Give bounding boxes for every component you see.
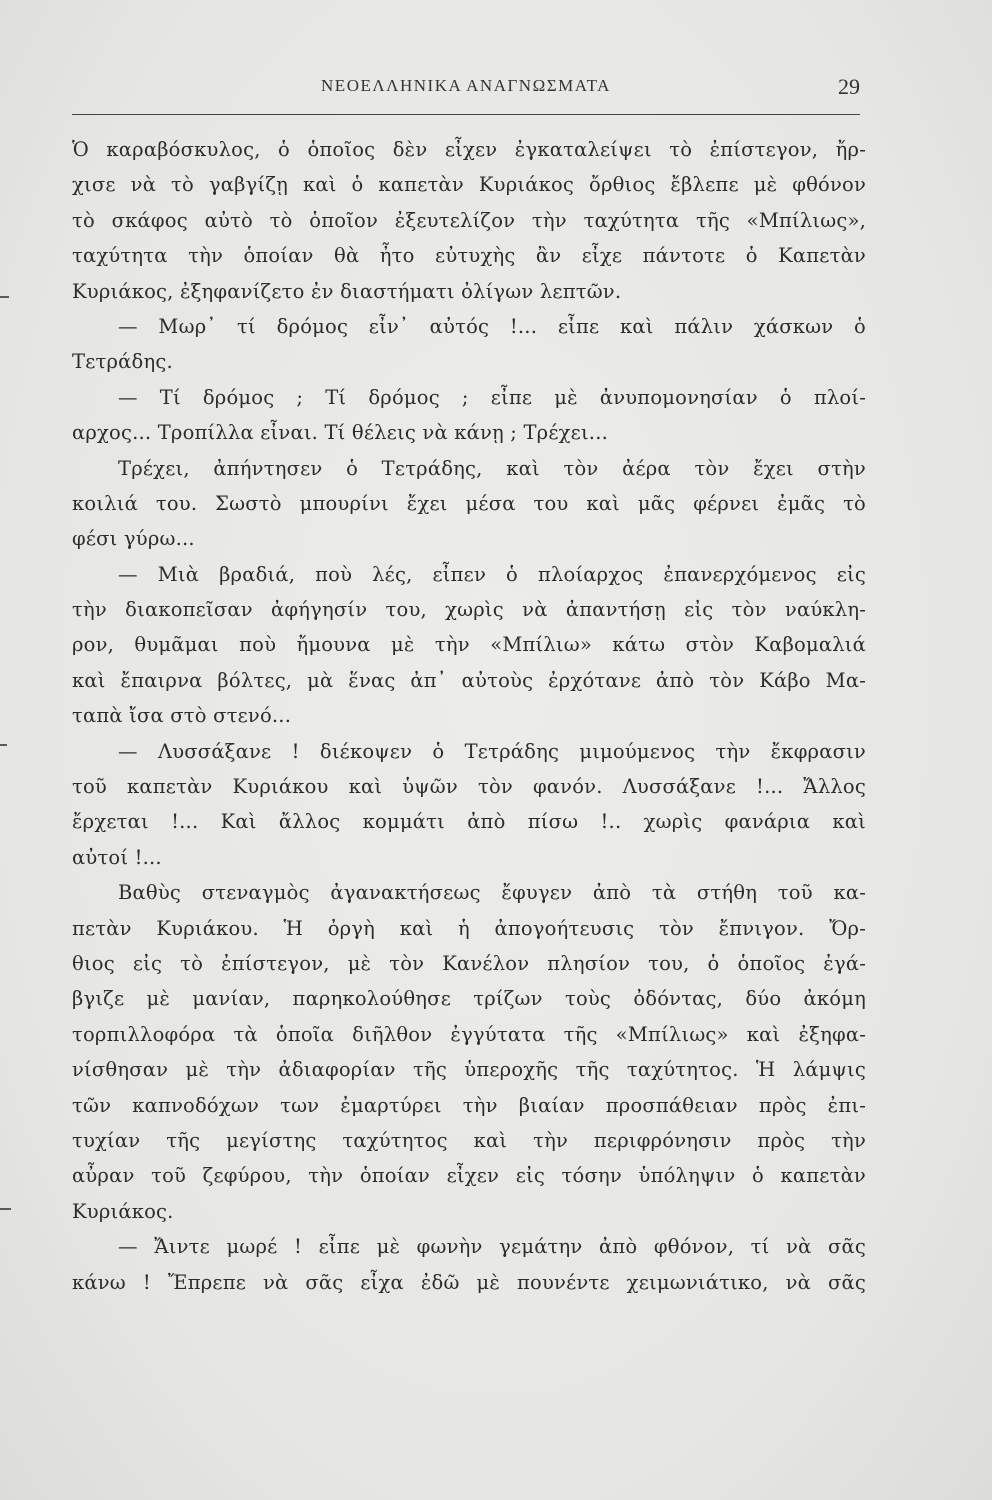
text-line: ταπὰ ἴσα στὸ στενό...	[72, 704, 292, 728]
text-line: φέσι γύρω...	[72, 527, 195, 551]
text-line: τορπιλλοφόρα τὰ ὁποῖα διῆλθον ἐγγύτατα τῆς «Μπίλιως» καὶ ἐξηφα-	[72, 1022, 866, 1046]
text-line: ταχύτητα τὴν ὁποίαν θὰ ἦτο εὐτυχὴς ἂν εἶχε πάντοτε ὁ Καπετὰν	[72, 244, 866, 268]
page-number: 29	[838, 74, 860, 99]
running-title: ΝΕΟΕΛΛΗΝΙΚΑ ΑΝΑΓΝΩΣΜΑΤΑ	[321, 76, 611, 95]
text-line: πετὰν Κυριάκου. Ἡ ὀργὴ καὶ ἡ ἀπογοήτευσις τὸν ἔπνιγον. Ὄρ-	[72, 916, 866, 940]
running-head	[72, 76, 860, 104]
text-line: κοιλιά του. Σωστὸ μπουρίνι ἔχει μέσα του καὶ μᾶς φέρνει ἐμᾶς τὸ	[72, 491, 866, 515]
text-line: αρχος... Τροπίλλα εἶναι. Τί θέλεις νὰ κάνῃ ; Τρέχει...	[72, 421, 609, 445]
text-line: τῶν καπνοδόχων των ἐμαρτύρει τὴν βιαίαν προσπάθειαν πρὸς ἐπι-	[72, 1093, 866, 1117]
text-line: Τετράδης.	[72, 350, 173, 374]
text-line: κάνω ! Ἔπρεπε νὰ σᾶς εἶχα ἐδῶ μὲ πουνέντε χειμωνιάτικο, νὰ σᾶς	[72, 1270, 866, 1294]
text-line: θιος εἰς τὸ ἐπίστεγον, μὲ τὸν Κανέλον πλησίον του, ὁ ὁποῖος ἐγά-	[72, 951, 866, 975]
text-line: Ὁ καραβόσκυλος, ὁ ὁποῖος δὲν εἶχεν ἐγκαταλείψει τὸ ἐπίστεγον, ἤρ-	[72, 138, 866, 161]
text-line: τὴν διακοπεῖσαν ἀφήγησίν του, χωρὶς νὰ ἀπαντήσῃ εἰς τὸν ναύκλη-	[72, 598, 866, 622]
text-line: τυχίαν τῆς μεγίστης ταχύτητος καὶ τὴν περιφρόνησιν πρὸς τὴν	[72, 1128, 866, 1152]
text-line: — Λυσσάξανε ! διέκοψεν ὁ Τετράδης μιμούμενος τὴν ἔκφρασιν	[118, 739, 866, 763]
margin-mark	[0, 1208, 11, 1210]
text-line: νίσθησαν μὲ τὴν ἀδιαφορίαν τῆς ὑπεροχῆς τῆς ταχύτητος. Ἡ λάμψις	[72, 1058, 866, 1082]
text-line: Βαθὺς στεναγμὸς ἀγανακτήσεως ἔφυγεν ἀπὸ τὰ στήθη τοῦ κα-	[118, 881, 866, 905]
text-line: Τρέχει, ἀπήντησεν ὁ Τετράδης, καὶ τὸν ἀέρα τὸν ἔχει στὴν	[118, 456, 866, 480]
text-line: καὶ ἔπαιρνα βόλτες, μὰ ἕνας ἀπ᾽ αὐτοὺς ἐρχότανε ἀπὸ τὸν Κάβο Μα-	[72, 668, 866, 692]
text-line: χισε νὰ τὸ γαβγίζῃ καὶ ὁ καπετὰν Κυριάκος ὄρθιος ἔβλεπε μὲ φθόνον	[72, 173, 866, 197]
text-line: ἔρχεται !... Καὶ ἄλλος κομμάτι ἀπὸ πίσω !.. χωρὶς φανάρια καὶ	[72, 810, 866, 834]
text-line: αὐτοί !...	[72, 845, 162, 869]
text-line: αὖραν τοῦ ζεφύρου, τὴν ὁποίαν εἶχεν εἰς τόσην ὑπόληψιν ὁ καπετὰν	[72, 1164, 866, 1188]
text-line: ρον, θυμᾶμαι ποὺ ἤμουνα μὲ τὴν «Μπίλιω» κάτω στὸν Καβομαλιά	[72, 633, 866, 657]
body-text	[72, 132, 866, 1300]
text-line: Κυριάκος, ἐξηφανίζετο ἐν διαστήματι ὀλίγων λεπτῶν.	[72, 279, 622, 303]
text-line: τοῦ καπετὰν Κυριάκου καὶ ὑψῶν τὸν φανόν. Λυσσάξανε !... Ἄλλος	[72, 775, 866, 799]
text-line: Κυριάκος.	[72, 1199, 174, 1223]
text-line: — Μιὰ βραδιά, ποὺ λές, εἶπεν ὁ πλοίαρχος ἐπανερχόμενος εἰς	[118, 562, 866, 586]
header-rule	[72, 114, 860, 115]
text-line: τὸ σκάφος αὐτὸ τὸ ὁποῖον ἐξευτελίζον τὴν ταχύτητα τῆς «Μπίλιως»,	[72, 208, 866, 232]
text-line: — Μωρ᾽ τί δρόμος εἶν᾽ αὐτός !... εἶπε καὶ πάλιν χάσκων ὁ	[118, 314, 866, 338]
text-line: βγιζε μὲ μανίαν, παρηκολούθησε τρίζων τοὺς ὀδόντας, δύο ἀκόμη	[72, 987, 866, 1011]
text-line: — Ἄιντε μωρέ ! εἶπε μὲ φωνὴν γεμάτην ἀπὸ φθόνον, τί νὰ σᾶς	[118, 1235, 866, 1259]
margin-mark	[0, 744, 7, 746]
text-line: — Τί δρόμος ; Τί δρόμος ; εἶπε μὲ ἀνυπομονησίαν ὁ πλοί-	[118, 385, 866, 409]
margin-mark	[0, 296, 9, 298]
